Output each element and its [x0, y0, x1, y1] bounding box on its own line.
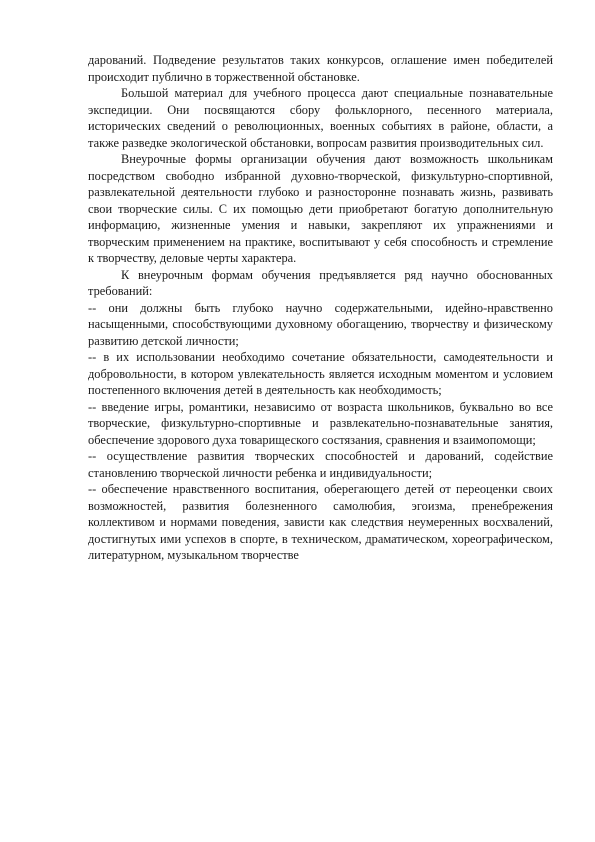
document-body [88, 52, 553, 564]
requirement-item-5: -- обеспечение нравственного воспитания, оберегающего детей от переоценки своих возможностей, развития болезненного самолюбия, эгоизма, пренебрежения коллективом и нормами поведения, зависти как следствия неумеренных восхвалений, достигнутых ими успехов в спорте, в техническом, драматическом, хореографическом, литературном, музыкальном творчестве [88, 482, 553, 562]
paragraph-1: дарований. Подведение результатов таких конкурсов, оглашение имен победителей происходит публично в торжественной обстановке. [88, 53, 553, 84]
paragraph-2: Большой материал для учебного процесса дают специальные познавательные экспедиции. Они посвящаются сбору фольклорного, песенного материала, исторических сведений о революционных, военных событиях в районе, области, а также разведке экологической обстановки, вопросам развития производительных сил. [88, 86, 553, 150]
requirement-item-3: -- введение игры, романтики, независимо от возраста школьников, буквально во все творческие, физкультурно-спортивные и развлекательно-познавательные занятия, обеспечение здорового духа товарищеского состязания, сравнения и взаимопомощи; [88, 399, 553, 447]
requirement-item-2: -- в их использовании необходимо сочетание обязательности, самодеятельности и добровольности, в котором увлекательность является исходным моментом и условием постепенного включения детей в деятельность как необходимость; [88, 350, 553, 397]
requirement-item-4: -- осуществление развития творческих способностей и дарований, содействие становлению творческой личности ребенка и индивидуальности; [88, 449, 553, 480]
paragraph-4: К внеурочным формам обучения предъявляется ряд научно обоснованных требований: [88, 267, 553, 298]
requirement-item-1: -- они должны быть глубоко научно содержательными, идейно-нравственно насыщенными, способствующими духовному обогащению, творчеству и физическому развитию детской личности; [88, 300, 553, 348]
paragraph-3: Внеурочные формы организации обучения дают возможность школьникам посредством свободно избранной духовно-творческой, физкультурно-спортивной, развлекательной деятельности глубоко и разносторонне познавать жизнь, развивать свои творческие силы. С их помощью дети приобретают богатую дополнительную информацию, жизненные умения и навыки, закрепляют их упражнениями и творческим применением на практике, воспитывают у себя способность и стремление к творчеству, деловые черты характера. [88, 152, 553, 265]
